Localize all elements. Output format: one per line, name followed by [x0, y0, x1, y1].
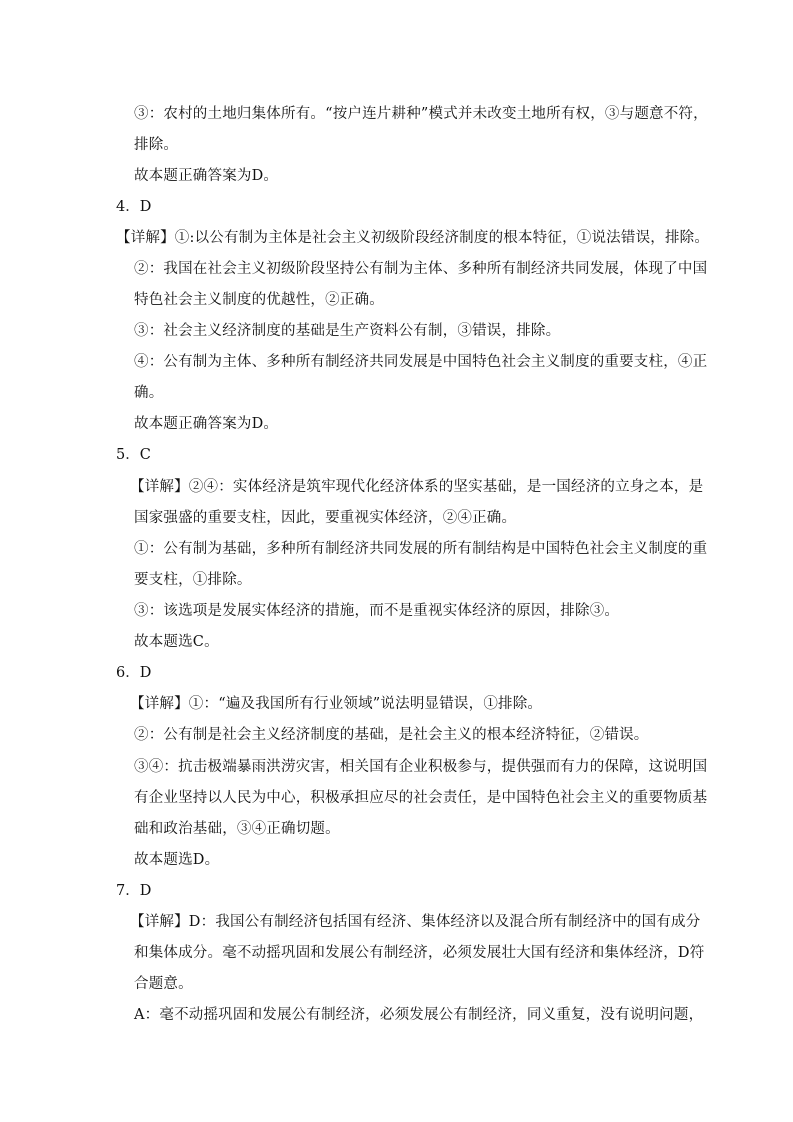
text-line: 故本题选C。	[134, 634, 219, 650]
text-line: A：毫不动摇巩固和发展公有制经济，必须发展公有制经济，同义重复，没有说明问题，	[134, 1007, 704, 1023]
text-line: 排除。	[134, 137, 179, 153]
question-number: 6．D	[116, 665, 152, 681]
question-number: 4．D	[116, 199, 152, 215]
text-line: 故本题正确答案为D。	[134, 416, 279, 432]
text-line: 【详解】D：我国公有制经济包括国有经济、集体经济以及混合所有制经济中的国有成分	[130, 914, 701, 930]
text-line: 要支柱，①排除。	[134, 572, 252, 588]
text-line: 【详解】②④：实体经济是筑牢现代化经济体系的坚实基础，是一国经济的立身之本，是	[130, 479, 704, 495]
text-line: 确。	[134, 385, 164, 401]
text-line: 【详解】①：“遍及我国所有行业领域”说法明显错误，①排除。	[130, 696, 543, 712]
text-line: 合题意。	[134, 976, 193, 992]
text-line: 【详解】①:以公有制为主体是社会主义初级阶段经济制度的根本特征，①说法错误，排除。	[116, 230, 710, 246]
text-line: ③④：抗击极端暴雨洪涝灾害，相关国有企业积极参与，提供强而有力的保障，这说明国	[134, 759, 708, 775]
text-line: ②：公有制是社会主义经济制度的基础，是社会主义的根本经济特征，②错误。	[134, 727, 649, 743]
text-line: ③：社会主义经济制度的基础是生产资料公有制，③错误，排除。	[134, 323, 561, 339]
text-line: 故本题选D。	[134, 852, 220, 868]
question-number: 7．D	[116, 883, 152, 899]
text-line: 有企业坚持以人民为中心，积极承担应尽的社会责任，是中国特色社会主义的重要物质基	[134, 790, 708, 806]
question-number: 5．C	[116, 447, 151, 463]
text-line: ③：该选项是发展实体经济的措施，而不是重视实体经济的原因，排除③。	[134, 603, 620, 619]
text-line: 国家强盛的重要支柱，因此，要重视实体经济，②④正确。	[134, 510, 517, 526]
text-line: 故本题正确答案为D。	[134, 168, 279, 184]
text-line: ①：公有制为基础，多种所有制经济共同发展的所有制结构是中国特色社会主义制度的重	[134, 541, 708, 557]
text-line: ②：我国在社会主义初级阶段坚持公有制为主体、多种所有制经济共同发展，体现了中国	[134, 261, 708, 277]
text-line: 础和政治基础，③④正确切题。	[134, 821, 340, 837]
text-line: ③：农村的土地归集体所有。“按户连片耕种”模式并未改变土地所有权，③与题意不符，	[134, 106, 708, 122]
text-line: ④：公有制为主体、多种所有制经济共同发展是中国特色社会主义制度的重要支柱，④正	[134, 354, 708, 370]
text-line: 特色社会主义制度的优越性，②正确。	[134, 292, 384, 308]
text-line: 和集体成分。毫不动摇巩固和发展公有制经济，必须发展壮大国有经济和集体经济，D符	[134, 945, 705, 961]
